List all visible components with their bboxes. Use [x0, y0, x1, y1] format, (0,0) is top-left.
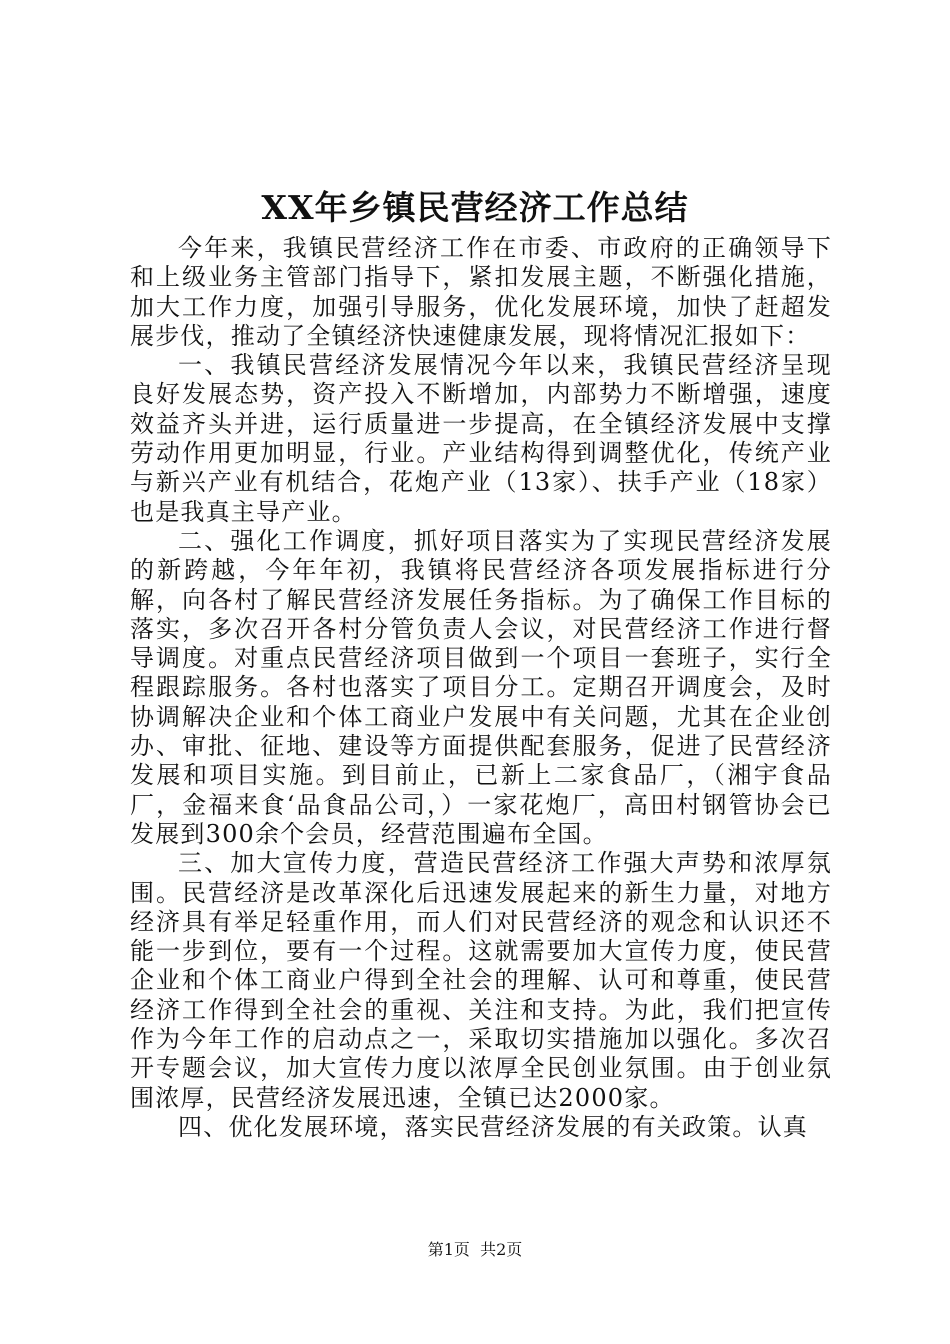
page-total: 共2页 [480, 1240, 523, 1259]
document-body [130, 234, 832, 1142]
paragraph-section-4: 四、优化发展环境，落实民营经济发展的有关政策。认真 [178, 1112, 808, 1141]
page-footer [0, 1240, 950, 1260]
paragraph-intro: 今年来，我镇民营经济工作在市委、市政府的正确领导下和上级业务主管部门指导下，紧扣发展主题，不断强化措施，加大工作力度，加强引导服务，优化发展环境，加快了赶超发展步伐，推动了全镇经济快速健康发展，现将情况汇报如下： [130, 234, 832, 350]
paragraph-section-2: 二、强化工作调度，抓好项目落实为了实现民营经济发展的新跨越，今年年初，我镇将民营经济各项发展指标进行分解，向各村了解民营经济发展任务指标。为了确保工作目标的落实，多次召开各村分管负责人会议，对民营经济工作进行督导调度。对重点民营经济项目做到一个项目一套班子，实行全程跟踪服务。各村也落实了项目分工。定期召开调度会，及时协调解决企业和个体工商业户发展中有关问题，尤其在企业创办、审批、征地、建设等方面提供配套服务，促进了民营经济发展和项目实施。到目前止，已新上二家食品厂，（湘宇食品厂，金福来食‘品食品公司，）一家花炮厂，高田村钢管协会已发展到300余个会员，经营范围遍布全国。 [130, 526, 832, 848]
page-number: 第1页 [427, 1240, 470, 1259]
document-title: XX年乡镇民营经济工作总结 [261, 188, 689, 227]
paragraph-section-3: 三、加大宣传力度，营造民营经济工作强大声势和浓厚氛围。民营经济是改革深化后迅速发展起来的新生力量，对地方经济具有举足轻重作用，而人们对民营经济的观念和认识还不能一步到位，要有一个过程。这就需要加大宣传力度，使民营企业和个体工商业户得到全社会的理解、认可和尊重，使民营经济工作得到全社会的重视、关注和支持。为此，我们把宣传作为今年工作的启动点之一，采取切实措施加以强化。多次召开专题会议，加大宣传力度以浓厚全民创业氛围。由于创业氛围浓厚，民营经济发展迅速，全镇已达2000家。 [130, 849, 832, 1112]
paragraph-section-1: 一、我镇民营经济发展情况今年以来，我镇民营经济呈现良好发展态势，资产投入不断增加，内部势力不断增强，速度效益齐头并进，运行质量进一步提高，在全镇经济发展中支撑劳动作用更加明显，行业。产业结构得到调整优化，传统产业与新兴产业有机结合，花炮产业（13家）、扶手产业（18家）也是我真主导产业。 [130, 351, 832, 526]
footer-spacer [470, 1240, 480, 1259]
